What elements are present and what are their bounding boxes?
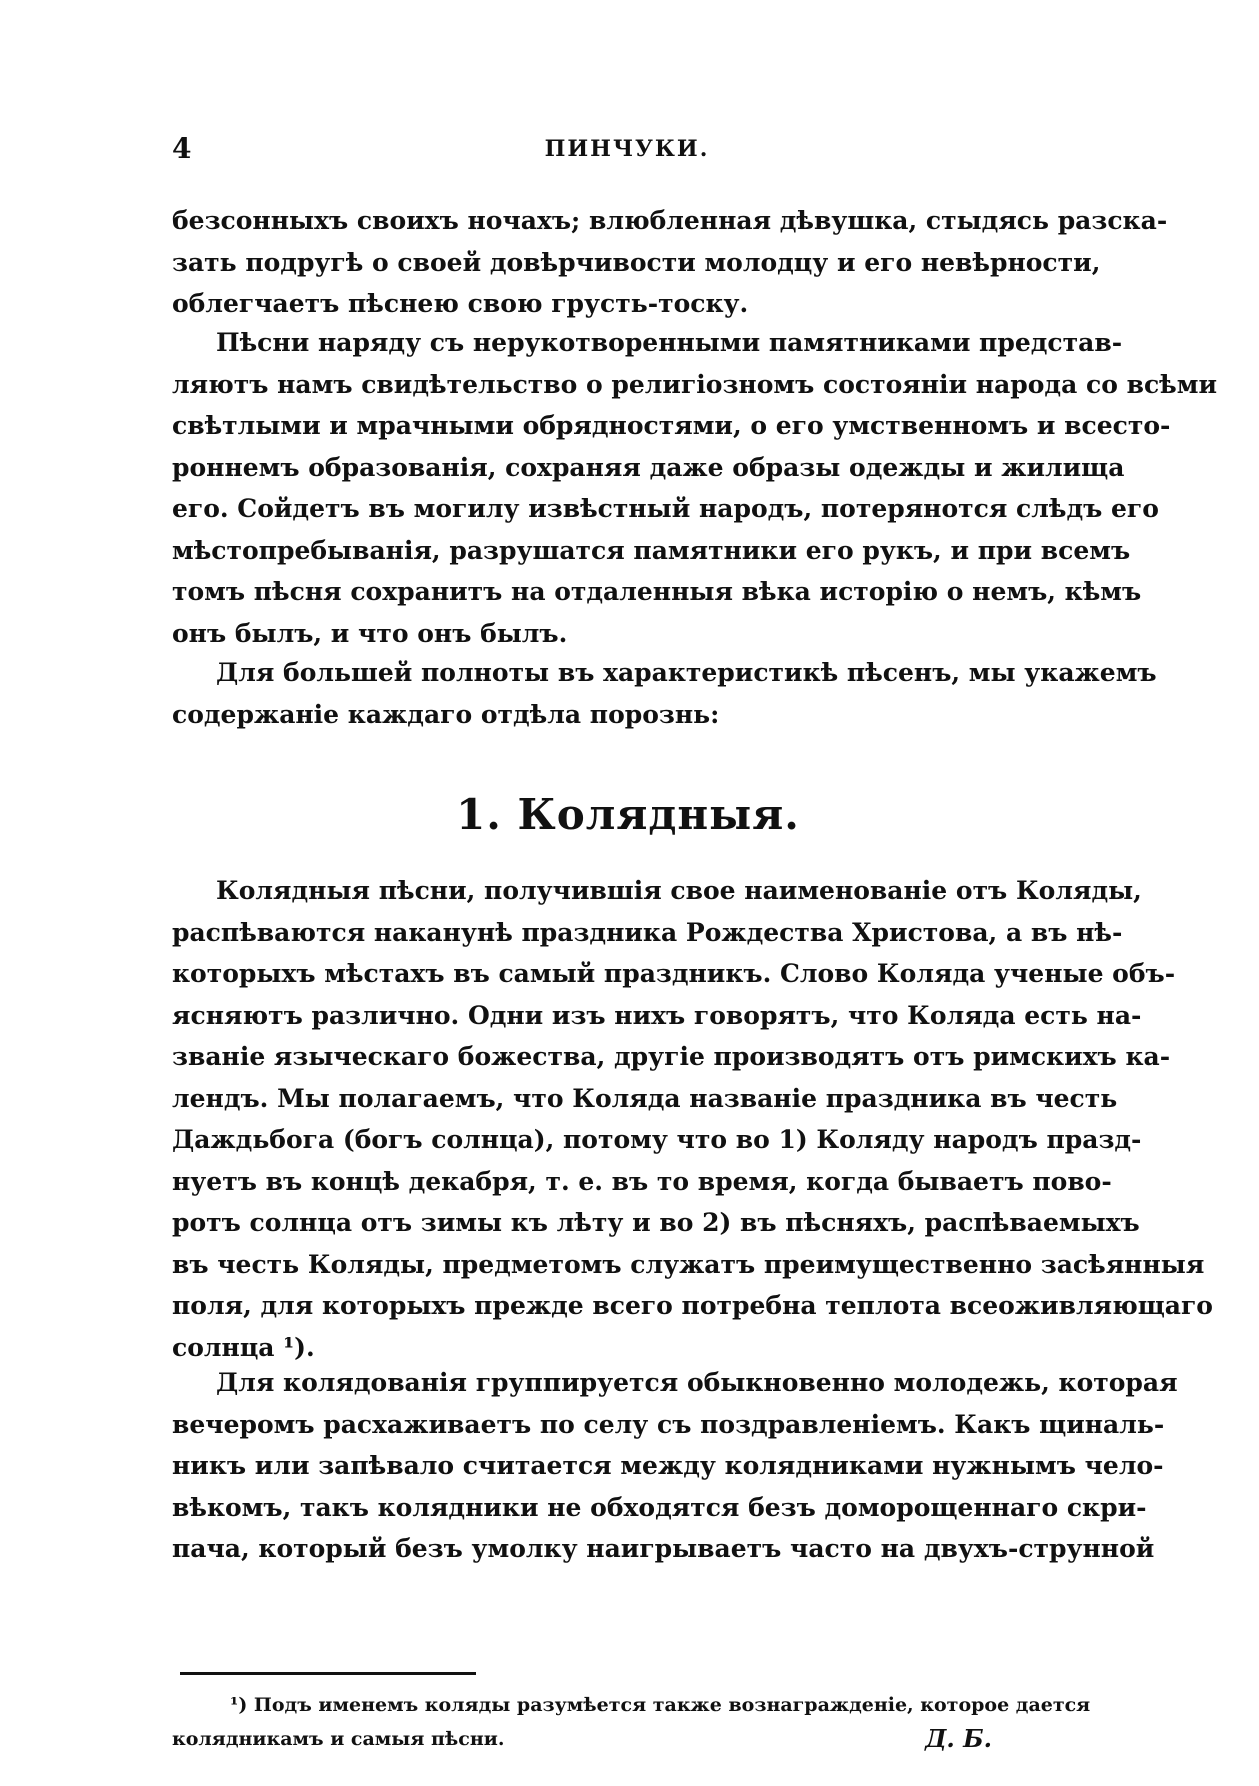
- text-line: его. Сойдетъ въ могилу извѣстный народъ, потерянотся слѣдъ его: [172, 494, 1159, 523]
- footnote-signature: Д. Б.: [925, 1724, 992, 1753]
- text-line: безсонныхъ своихъ ночахъ; влюбленная дѣвушка, стыдясь разска-: [172, 206, 1168, 235]
- text-line: содержаніе каждаго отдѣла порознь:: [172, 699, 720, 729]
- text-line: въ честь Коляды, предметомъ служатъ преимущественно засѣянныя: [172, 1249, 1205, 1279]
- paragraph-1: [172, 200, 1168, 325]
- text-line: мѣстопребыванія, разрушатся памятники его рукъ, и при всемъ: [172, 535, 1131, 565]
- text-line: вечеромъ расхаживаетъ по селу съ поздравленіемъ. Какъ щиналь-: [172, 1409, 1165, 1439]
- text-line: томъ пѣсня сохранитъ на отдаленныя вѣка исторію о немъ, кѣмъ: [172, 577, 1142, 606]
- text-line: лендъ. Мы полагаемъ, что Коляда названіе праздника въ честь: [172, 1083, 1118, 1113]
- text-line: пача, который безъ умолку наигрываетъ часто на двухъ-струнной: [172, 1534, 1155, 1563]
- text-line: которыхъ мѣстахъ въ самый праздникъ. Слово Коляда ученые объ-: [172, 959, 1176, 988]
- paragraph-5: [172, 1362, 1178, 1570]
- text-line: нуетъ въ концѣ декабря, т. е. въ то время, когда бываетъ пово-: [172, 1166, 1112, 1196]
- text-line: ляютъ намъ свидѣтельство о религіозномъ состояніи народа со всѣми: [172, 369, 1218, 399]
- paragraph-3: [172, 652, 1157, 735]
- text-line: роннемъ образованія, сохраняя даже образы одежды и жилища: [172, 452, 1125, 482]
- paragraph-2: [172, 322, 1218, 654]
- text-line: распѣваются наканунѣ праздника Рождества Христова, а въ нѣ-: [172, 917, 1123, 947]
- paragraph-4: [172, 870, 1213, 1368]
- text-line: облегчаетъ пѣснею свою грусть-тоску.: [172, 289, 749, 318]
- footnote: [172, 1688, 1091, 1756]
- footnote-last-line: [172, 1722, 1084, 1756]
- text-line: свѣтлыми и мрачными обрядностями, о его умственномъ и всесто-: [172, 411, 1171, 440]
- text-line: Для большей полноты въ характеристикѣ пѣсенъ, мы укажемъ: [216, 658, 1157, 687]
- page-number: 4: [172, 132, 192, 165]
- text-line: званіе языческаго божества, другіе производятъ отъ римскихъ ка-: [172, 1042, 1171, 1071]
- running-head: [172, 132, 1082, 172]
- text-line: вѣкомъ, такъ колядники не обходятся безъ доморощеннаго скри-: [172, 1492, 1147, 1522]
- running-title: ПИНЧУКИ.: [544, 136, 710, 162]
- text-line: зать подругѣ о своей довѣрчивости молодцу и его невѣрности,: [172, 247, 1101, 277]
- text-line: Пѣсни наряду съ нерукотворенными памятниками представ-: [216, 328, 1123, 357]
- text-line: онъ былъ, и что онъ былъ.: [172, 618, 568, 648]
- text-line: поля, для которыхъ прежде всего потребна теплота всеоживляющаго: [172, 1291, 1213, 1320]
- text-line: ясняютъ различно. Одни изъ нихъ говорятъ, что Коляда есть на-: [172, 1000, 1142, 1030]
- text-line: Даждьбога (богъ солнца), потому что во 1) Коляду народъ празд-: [172, 1125, 1142, 1154]
- text-line: Колядныя пѣсни, получившія свое наименованіе отъ Коляды,: [216, 876, 1142, 905]
- footnote-divider: [180, 1672, 476, 1675]
- section-heading: 1. Колядныя.: [456, 790, 800, 839]
- text-line: Для колядованія группируется обыкновенно молодежь, которая: [216, 1368, 1178, 1397]
- footnote-line: колядникамъ и самыя пѣсни.: [172, 1728, 505, 1750]
- text-line: никъ или запѣвало считается между колядниками нужнымъ чело-: [172, 1451, 1164, 1480]
- text-line: солнца ¹).: [172, 1332, 315, 1362]
- footnote-line: ¹) Подъ именемъ коляды разумѣется также вознагражденіе, которое дается: [230, 1694, 1091, 1716]
- text-line: ротъ солнца отъ зимы къ лѣту и во 2) въ пѣсняхъ, распѣваемыхъ: [172, 1208, 1140, 1237]
